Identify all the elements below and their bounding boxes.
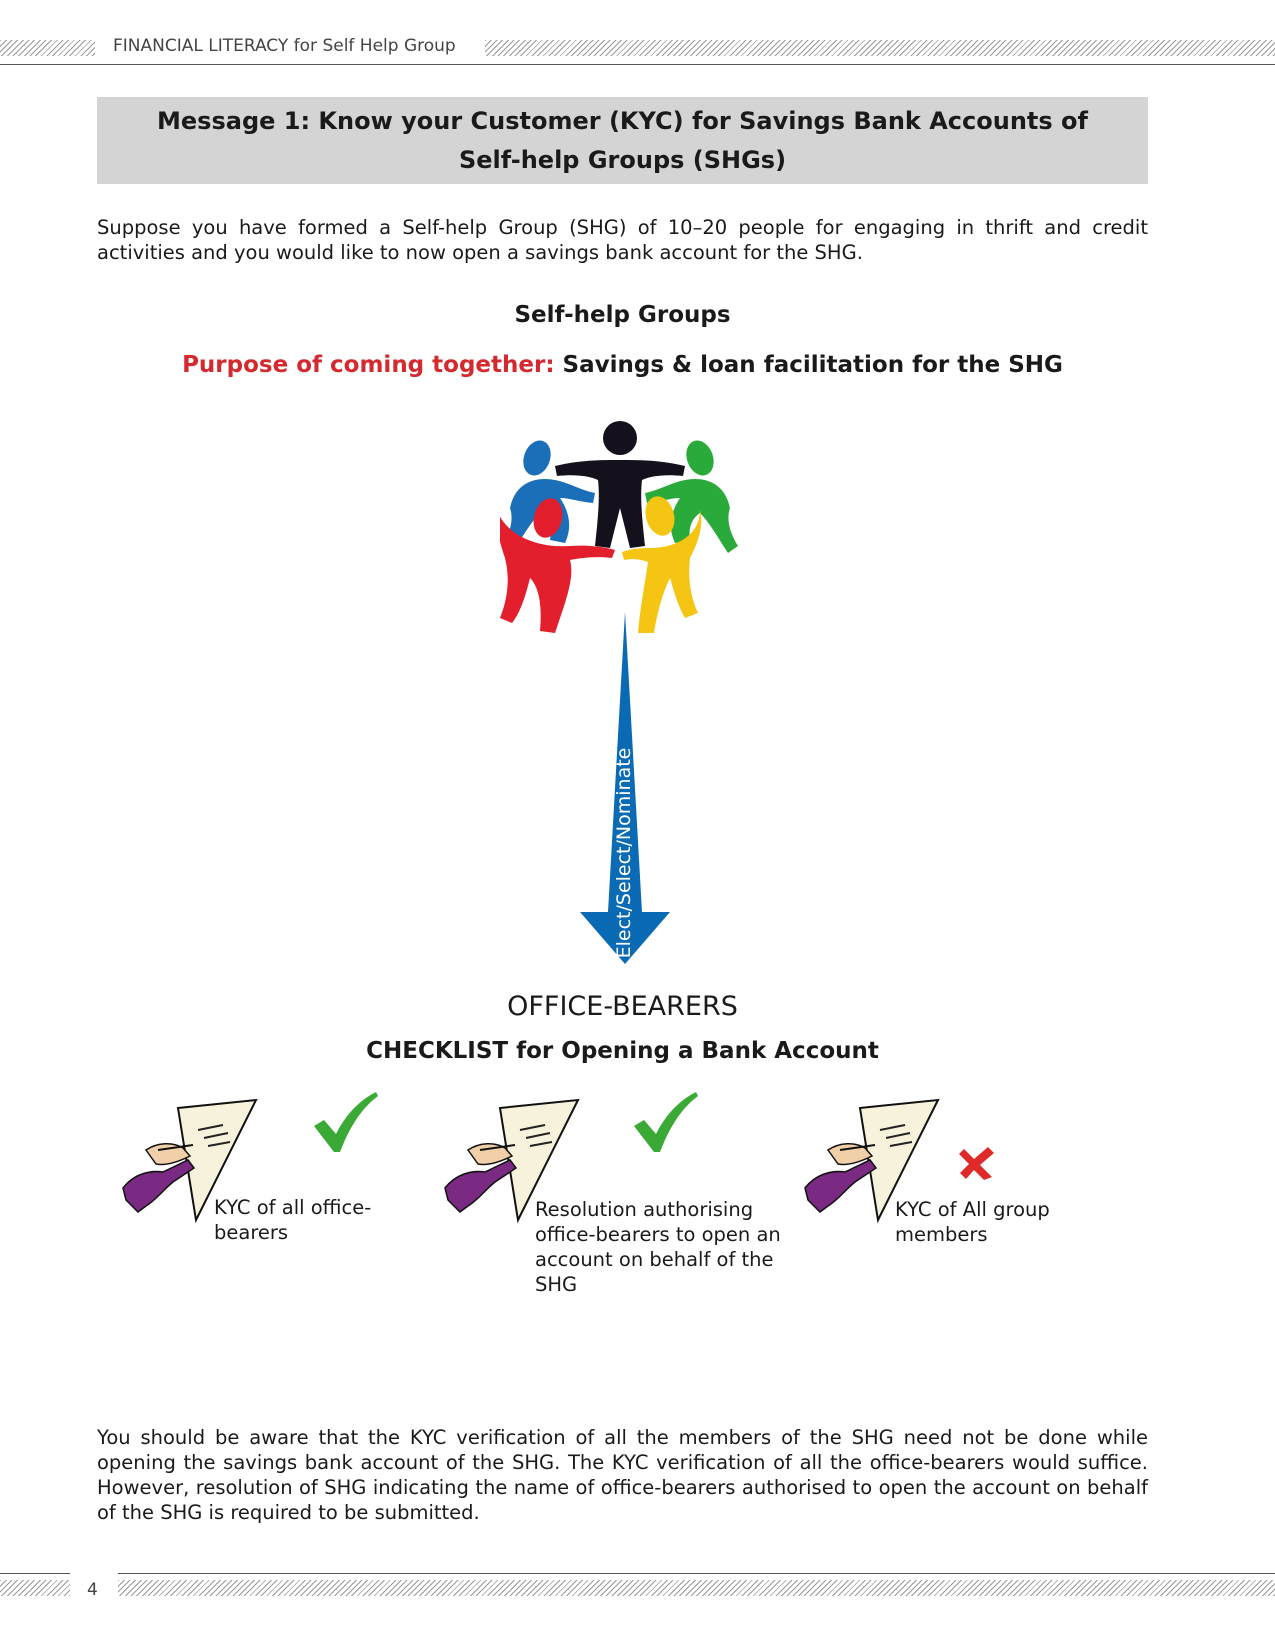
office-bearers-heading: OFFICE-BEARERS <box>507 991 738 1022</box>
closing-paragraph: You should be aware that the KYC verification of all the members of the SHG need not be done while opening the savings bank account of the SHG. The KYC verification of all the office-bearers would suffice. However, resolution of SHG indicating the name of office-bearers authorised to open the account on behalf of the SHG is required to be submitted. <box>97 1426 1148 1524</box>
check-icon <box>630 1090 700 1155</box>
footer-rule-right <box>118 1573 1275 1574</box>
checklist-item-kyc-all-members <box>800 1090 1100 1310</box>
message-box <box>97 97 1148 184</box>
page-number: 4 <box>87 1580 98 1600</box>
purpose-label: Purpose of coming together: <box>182 352 555 378</box>
shg-heading: Self-help Groups <box>514 302 731 328</box>
header-hatch-left <box>0 40 95 56</box>
checklist-item-label: Resolution authorising office-bearers to open an account on behalf of the SHG <box>535 1198 781 1296</box>
header-rule <box>0 64 1275 65</box>
footer-hatch-left <box>0 1580 70 1596</box>
cross-icon <box>958 1145 998 1181</box>
footer-rule-left <box>0 1573 70 1574</box>
footer-hatch-right <box>118 1580 1275 1596</box>
arrow-label: Elect/Select/Nominate <box>613 747 635 959</box>
checklist-item-label: KYC of all office-bearers <box>214 1196 372 1244</box>
checklist-item-label: KYC of All group members <box>895 1198 1050 1246</box>
check-icon <box>310 1090 380 1155</box>
purpose-text: Savings & loan facilitation for the SHG <box>554 352 1063 378</box>
message-title: Message 1: Know your Customer (KYC) for Savings Bank Accounts of Self-help Groups (SHGs) <box>157 106 1088 174</box>
checklist-item-kyc-office-bearers <box>118 1090 418 1310</box>
purpose-line <box>0 352 1245 378</box>
intro-paragraph: Suppose you have formed a Self-help Group (SHG) of 10–20 people for engaging in thrift and credit activities and you would like to now open a savings bank account for the SHG. <box>97 216 1148 264</box>
header-title: FINANCIAL LITERACY for Self Help Group <box>113 36 456 56</box>
header-hatch-right <box>485 40 1275 56</box>
checklist-item-resolution <box>440 1090 781 1310</box>
checklist-title: CHECKLIST for Opening a Bank Account <box>366 1038 879 1064</box>
